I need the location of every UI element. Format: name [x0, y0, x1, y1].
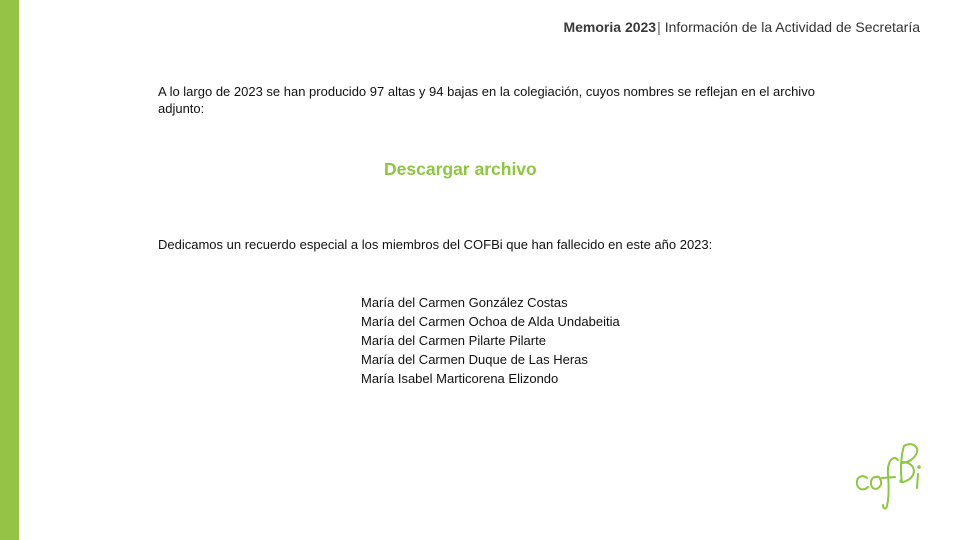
- list-item: María del Carmen Pilarte Pilarte: [361, 333, 546, 348]
- download-file-link[interactable]: Descargar archivo: [384, 159, 537, 179]
- page-header: [563, 19, 920, 35]
- list-item: María del Carmen González Costas: [361, 295, 568, 310]
- list-item: María Isabel Marticorena Elizondo: [361, 371, 559, 386]
- header-title: Memoria 2023: [563, 19, 657, 35]
- accent-side-bar: [0, 0, 19, 540]
- header-separator: |: [657, 19, 661, 35]
- intro-paragraph: A lo largo de 2023 se han producido 97 altas y 94 bajas en la colegiación, cuyos nombres se reflejan en el archivo adjunto:: [158, 84, 815, 116]
- dedication-paragraph: Dedicamos un recuerdo especial a los miembros del COFBi que han fallecido en este año 2023:: [158, 237, 713, 252]
- cofbi-logo: [852, 436, 926, 512]
- deceased-members-list: [361, 293, 620, 388]
- header-subtitle: Información de la Actividad de Secretaría: [664, 19, 920, 35]
- list-item: María del Carmen Duque de Las Heras: [361, 352, 588, 367]
- list-item: María del Carmen Ochoa de Alda Undabeitia: [361, 314, 620, 329]
